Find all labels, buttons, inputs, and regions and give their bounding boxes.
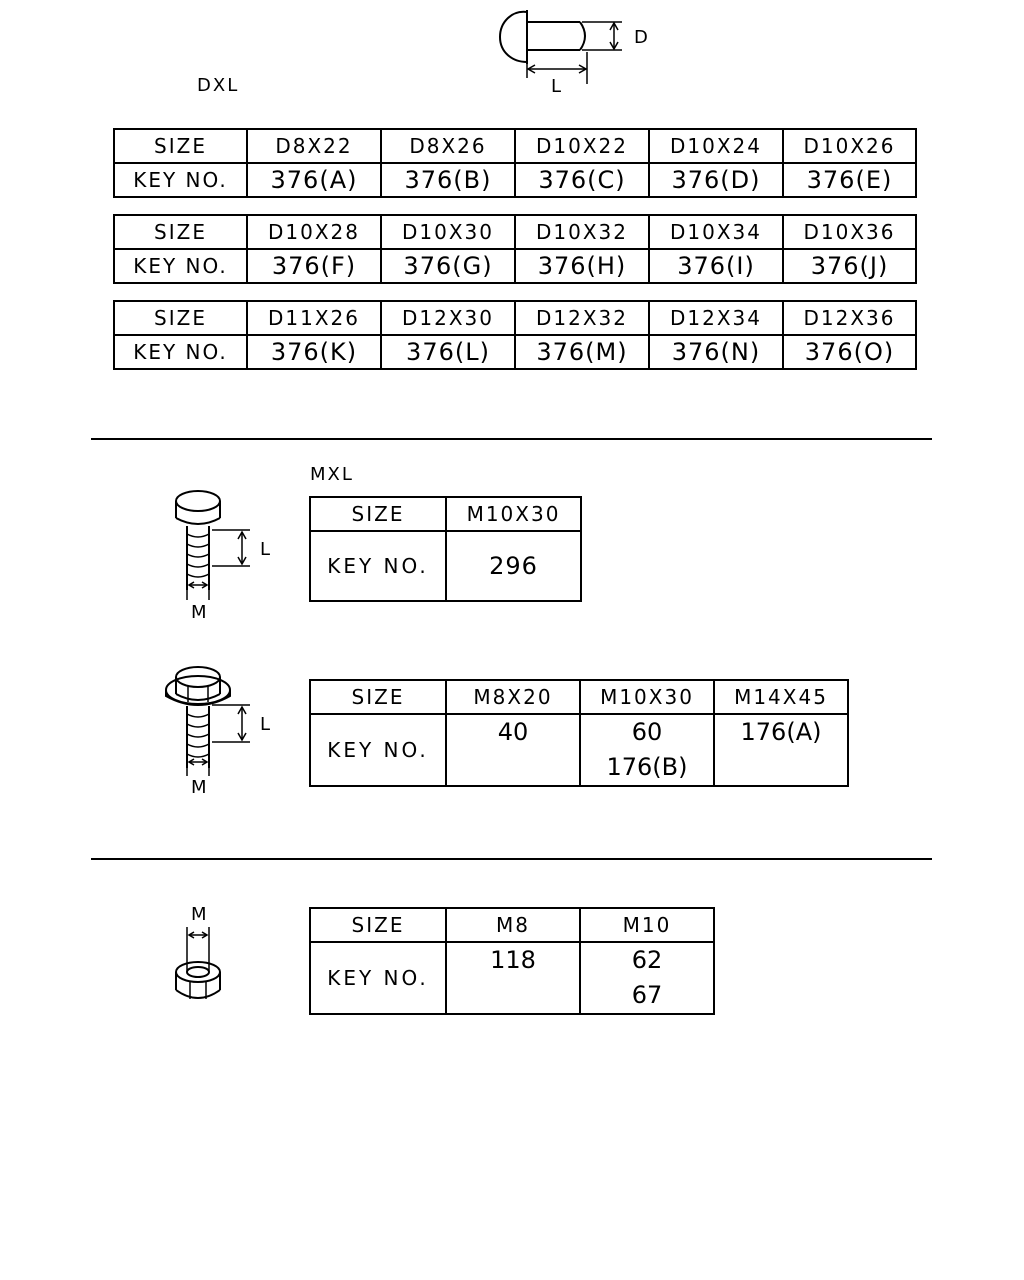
key-value: 176(B) <box>606 753 688 781</box>
size-cell: D10X22 <box>515 129 649 163</box>
key-cell: 376(E) <box>783 163 916 197</box>
key-cell: 376(A) <box>247 163 381 197</box>
size-cell: M10X30 <box>446 497 581 531</box>
key-value: 176(A) <box>740 718 822 746</box>
key-value: 118 <box>490 946 536 974</box>
size-cell: M10X30 <box>580 680 714 714</box>
key-cell: 376(H) <box>515 249 649 283</box>
key-cell: 296 <box>446 531 581 601</box>
key-row-label: KEY NO. <box>114 163 247 197</box>
size-cell: D8X22 <box>247 129 381 163</box>
table-row <box>310 942 714 1014</box>
key-cell: 376(I) <box>649 249 783 283</box>
key-row-label: KEY NO. <box>310 942 446 1014</box>
key-cell <box>446 942 580 1014</box>
nut-table <box>309 907 715 1015</box>
rivet-dim-d-label: D <box>634 27 650 48</box>
key-cell: 376(B) <box>381 163 515 197</box>
key-cell <box>580 942 714 1014</box>
table-row <box>310 908 714 942</box>
size-row-label: SIZE <box>114 215 247 249</box>
size-row-label: SIZE <box>114 129 247 163</box>
size-cell: D10X24 <box>649 129 783 163</box>
key-row-label: KEY NO. <box>114 335 247 369</box>
size-cell: M8 <box>446 908 580 942</box>
key-cell: 376(O) <box>783 335 916 369</box>
rivet-dim-l-label: L <box>551 76 564 97</box>
flange-bolt-dim-m-label: M <box>191 777 209 798</box>
key-value: 60 <box>631 718 663 746</box>
size-cell: M10 <box>580 908 714 942</box>
rivet-section-label: DXL <box>197 75 240 96</box>
size-cell: M8X20 <box>446 680 580 714</box>
key-cell: 376(K) <box>247 335 381 369</box>
size-row-label: SIZE <box>310 908 446 942</box>
nut-dim-m-label: M <box>191 904 209 925</box>
key-cell: 376(C) <box>515 163 649 197</box>
size-row-label: SIZE <box>310 680 446 714</box>
size-cell: D12X34 <box>649 301 783 335</box>
size-cell: D12X36 <box>783 301 916 335</box>
bolt-section-label: MXL <box>310 464 354 485</box>
key-cell: 376(L) <box>381 335 515 369</box>
key-value: 62 <box>631 946 663 974</box>
key-row-label: KEY NO. <box>114 249 247 283</box>
key-cell: 376(J) <box>783 249 916 283</box>
size-cell: D10X26 <box>783 129 916 163</box>
size-cell: D8X26 <box>381 129 515 163</box>
size-cell: D10X34 <box>649 215 783 249</box>
key-row-label: KEY NO. <box>310 714 446 786</box>
size-cell: D12X32 <box>515 301 649 335</box>
size-cell: M14X45 <box>714 680 848 714</box>
size-row-label: SIZE <box>310 497 446 531</box>
key-value: 40 <box>497 718 529 746</box>
key-cell: 376(M) <box>515 335 649 369</box>
key-value: 67 <box>631 981 663 1009</box>
key-cell: 376(N) <box>649 335 783 369</box>
size-row-label: SIZE <box>114 301 247 335</box>
bolt-dim-m-label: M <box>191 602 209 623</box>
flange-bolt-dim-l-label: L <box>260 714 273 735</box>
size-cell: D10X28 <box>247 215 381 249</box>
size-cell: D10X32 <box>515 215 649 249</box>
bolt-dim-l-label: L <box>260 539 273 560</box>
size-cell: D10X36 <box>783 215 916 249</box>
key-row-label: KEY NO. <box>310 531 446 601</box>
key-cell: 376(D) <box>649 163 783 197</box>
size-cell: D11X26 <box>247 301 381 335</box>
size-cell: D10X30 <box>381 215 515 249</box>
size-cell: D12X30 <box>381 301 515 335</box>
key-cell: 376(F) <box>247 249 381 283</box>
key-cell: 376(G) <box>381 249 515 283</box>
